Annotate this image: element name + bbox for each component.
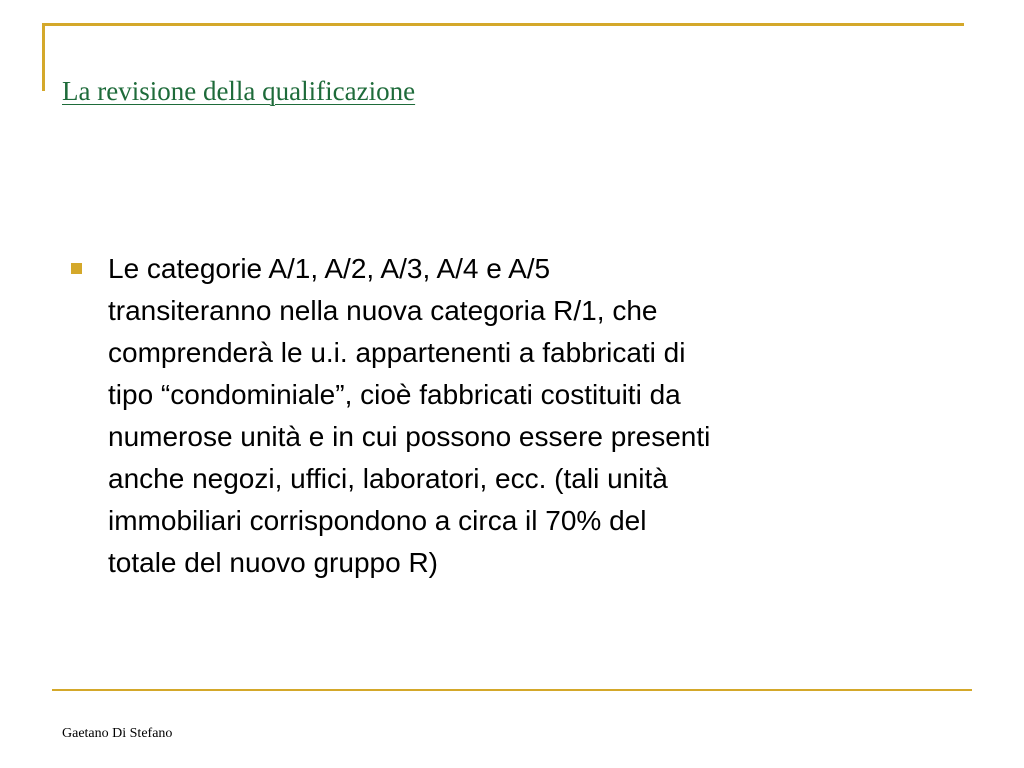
slide-title: La revisione della qualificazione [62, 76, 416, 106]
slide-content [70, 248, 920, 584]
left-frame-line [42, 23, 45, 91]
footer-author: Gaetano Di Stefano [62, 726, 173, 741]
square-bullet-icon [71, 263, 82, 274]
bullet-item [70, 248, 920, 584]
top-frame-line [42, 23, 964, 26]
footer-divider [52, 689, 972, 691]
bullet-text: Le categorie A/1, A/2, A/3, A/4 e A/5 transiteranno nella nuova categoria R/1, che comprenderà le u.i. appartenenti a fabbricati di tipo “condominiale”, cioè fabbricati costituiti da numerose unità e in cui possono essere presenti anche negozi, uffici, laboratori, ecc. (tali unità immobiliari corrispondono a circa il 70% del totale del nuovo gruppo R) [108, 253, 711, 578]
